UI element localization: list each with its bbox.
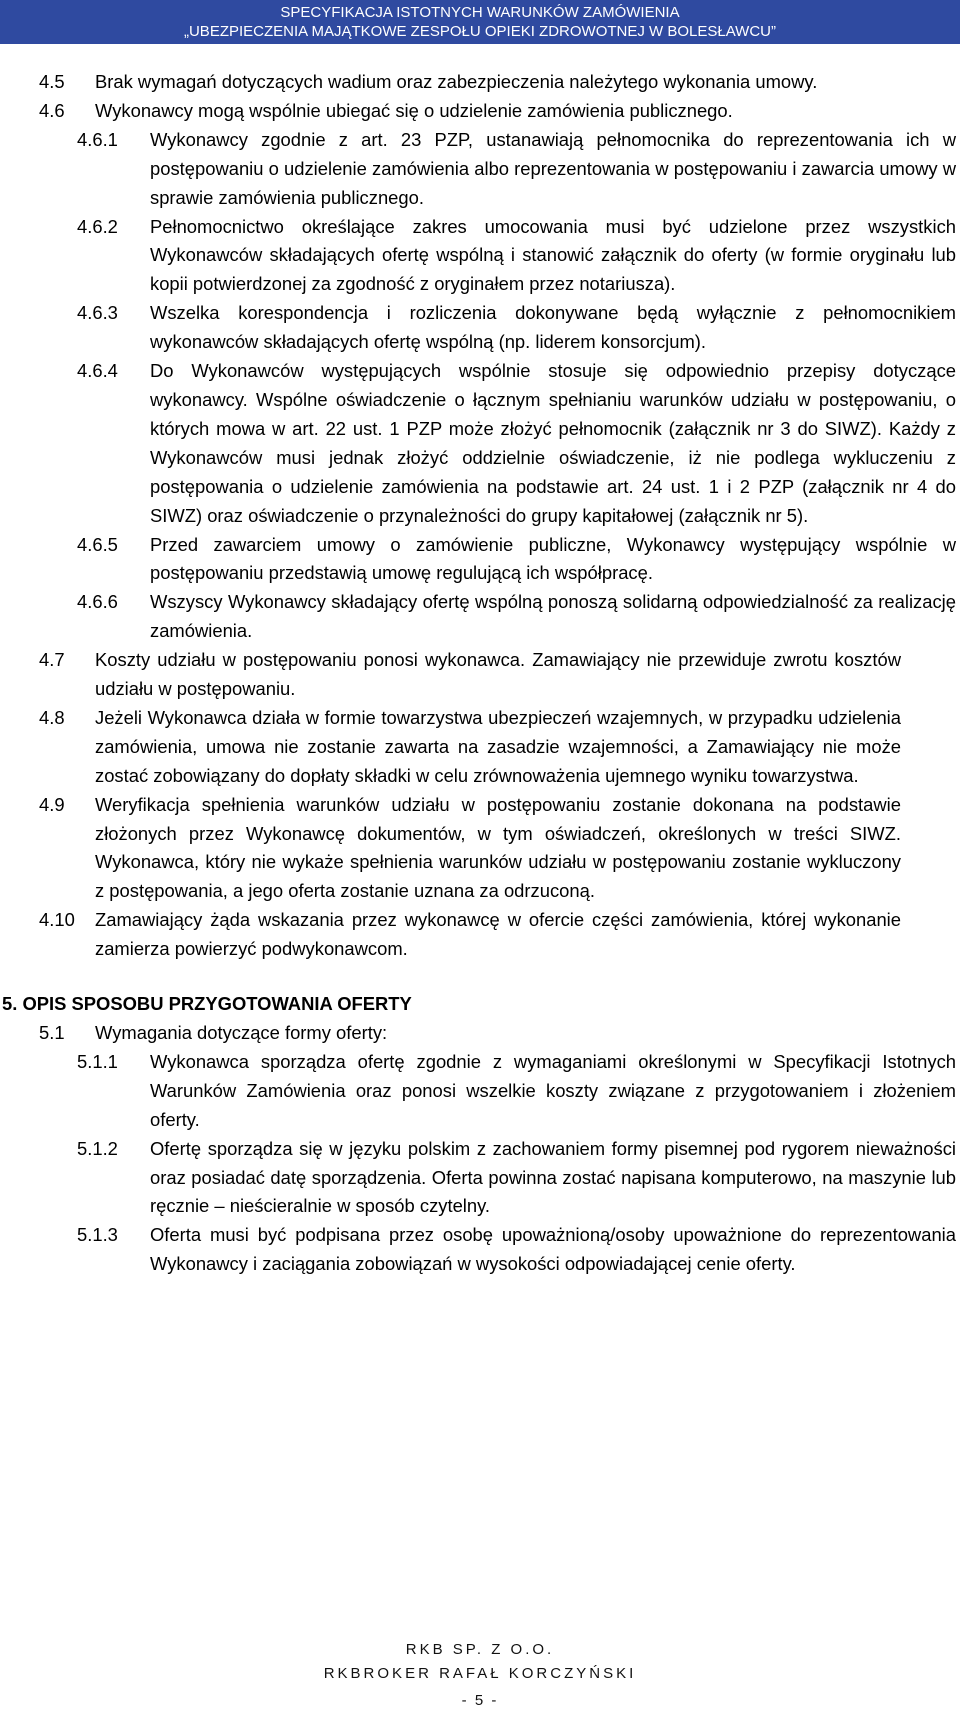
- clause-number: 4.6: [39, 99, 65, 121]
- clause-4-10: [0, 906, 960, 964]
- clause-4-8: [0, 704, 960, 791]
- clause-4-6-4: [0, 357, 960, 530]
- clause-4-6-6: [0, 588, 960, 646]
- clause-number: 4.10: [39, 909, 75, 931]
- clause-text: Wykonawca sporządza ofertę zgodnie z wymaganiami określonymi w Specyfikacji Istotnych Warunków Zamówienia oraz ponosi wszelkie koszty związane z przygotowaniem i złożeniem oferty.: [150, 1050, 956, 1130]
- clause-number: 4.9: [39, 793, 65, 815]
- clause-text: Wykonawcy zgodnie z art. 23 PZP, ustanawiają pełnomocnika do reprezentowania ich w postępowaniu o udzielenie zamówienia albo reprezentowania w postępowaniu i zawarcia umowy w sprawie zamówienia publicznego.: [150, 128, 956, 208]
- clause-number: 4.6.1: [77, 128, 118, 150]
- clause-number: 4.6.3: [77, 302, 118, 324]
- clause-text: Ofertę sporządza się w języku polskim z zachowaniem formy pisemnej pod rygorem nieważności oraz posiadać datę sporządzenia. Oferta powinna zostać napisana komputerowo, na maszynie lub ręcznie – nieścieralnie w sposób czytelny.: [150, 1137, 956, 1217]
- clause-4-6-5: [0, 531, 960, 589]
- clause-5-1: [0, 1019, 960, 1048]
- clause-number: 4.7: [39, 649, 65, 671]
- clause-4-6-1: [0, 126, 960, 213]
- clause-number: 4.6.4: [77, 360, 118, 382]
- page-number: - 5 -: [461, 1692, 499, 1709]
- clause-4-9: [0, 791, 960, 907]
- clause-5-1-1: [0, 1048, 960, 1135]
- clause-number: 4.5: [39, 71, 65, 92]
- clause-text: Wymagania dotyczące formy oferty:: [95, 1022, 388, 1043]
- clause-number: 5.1.3: [77, 1224, 118, 1246]
- clause-text: Weryfikacja spełnienia warunków udziału w postępowaniu zostanie dokonana na podstawie złożonych przez Wykonawcę dokumentów, w tym oświadczeń, określonych w treści SIWZ. Wykonawca, który nie wykaże spełnienia warunków udziału w postępowaniu zostanie wykluczony z postępowania, a jego oferta zostanie uznana za odrzuconą.: [95, 793, 901, 902]
- clause-5-1-3: [0, 1221, 960, 1279]
- header-title: SPECYFIKACJA ISTOTNYCH WARUNKÓW ZAMÓWIENIA: [280, 4, 680, 21]
- section-title: OPIS SPOSOBU PRZYGOTOWANIA OFERTY: [22, 993, 412, 1015]
- clause-text: Przed zawarciem umowy o zamówienie publiczne, Wykonawcy występujący wspólnie w postępowaniu przedstawią umowę regulującą ich współpracę.: [150, 533, 956, 584]
- clause-text: Wykonawcy mogą wspólnie ubiegać się o udzielenie zamówienia publicznego.: [95, 99, 733, 121]
- clause-4-5: [0, 68, 960, 97]
- clause-text: Brak wymagań dotyczących wadium oraz zabezpieczenia należytego wykonania umowy.: [95, 71, 818, 92]
- clause-number: 5.1.1: [77, 1050, 118, 1072]
- clause-number: 4.6.5: [77, 533, 118, 555]
- clause-text: Pełnomocnictwo określające zakres umocowania musi być udzielone przez wszystkich Wykonawców składających ofertę wspólną i stanowić załącznik do oferty (w formie oryginału lub kopii potwierdzonej za zgodność z oryginałem przez notariusza).: [150, 215, 956, 295]
- clause-text: Jeżeli Wykonawca działa w formie towarzystwa ubezpieczeń wzajemnych, w przypadku udzielenia zamówienia, umowa nie zostanie zawarta na zasadzie wzajemności, a Zamawiający nie może zostać zobowiązany do dopłaty składki w celu zrównoważenia ujemnego wyniku towarzystwa.: [95, 706, 901, 786]
- clause-4-6: [0, 97, 960, 126]
- clause-4-6-3: [0, 299, 960, 357]
- clause-5-1-2: [0, 1135, 960, 1222]
- clause-text: Do Wykonawców występujących wspólnie stosuje się odpowiednio przepisy dotyczące wykonawcy. Wspólne oświadczenie o łącznym spełnianiu warunków udziału w postępowaniu, o których mowa w art. 22 ust. 1 PZP może złożyć pełnomocnik (załącznik nr 3 do SIWZ). Każdy z Wykonawców musi jednak złożyć oddzielnie oświadczenie, iż nie podlega wykluczeniu z postępowania o udzielenie zamówienia na podstawie art. 24 ust. 1 i 2 PZP (załącznik nr 4 do SIWZ) oraz oświadczenie o przynależności do grupy kapitałowej (załącznik nr 5).: [150, 360, 956, 526]
- clause-number: 4.6.2: [77, 215, 118, 237]
- header-subtitle: „UBEZPIECZENIA MAJĄTKOWE ZESPOŁU OPIEKI ZDROWOTNEJ W BOLESŁAWCU”: [183, 23, 776, 40]
- clause-number: 5.1: [39, 1022, 65, 1043]
- clause-text: Koszty udziału w postępowaniu ponosi wykonawca. Zamawiający nie przewiduje zwrotu kosztów udziału w postępowaniu.: [95, 649, 901, 700]
- section-heading: [0, 990, 960, 1019]
- footer-broker: RKBROKER RAFAŁ KORCZYŃSKI: [323, 1665, 637, 1682]
- clause-4-7: [0, 646, 960, 704]
- document-header: [0, 0, 960, 44]
- section-number: 5.: [2, 993, 18, 1015]
- clause-text: Zamawiający żąda wskazania przez wykonawcę w ofercie części zamówienia, której wykonanie zamierza powierzyć podwykonawcom.: [95, 909, 901, 960]
- document-body: [0, 68, 960, 1279]
- clause-text: Wszelka korespondencja i rozliczenia dokonywane będą wyłącznie z pełnomocnikiem wykonawców składających ofertę wspólną (np. liderem konsorcjum).: [150, 302, 956, 353]
- clause-number: 4.8: [39, 706, 65, 728]
- clause-4-6-2: [0, 213, 960, 300]
- clause-text: Wszyscy Wykonawcy składający ofertę wspólną ponoszą solidarną odpowiedzialność za realizację zamówienia.: [150, 591, 956, 642]
- clause-number: 5.1.2: [77, 1137, 118, 1159]
- clause-number: 4.6.6: [77, 591, 118, 613]
- footer-company: RKB SP. Z O.O.: [405, 1641, 555, 1658]
- clause-text: Oferta musi być podpisana przez osobę upoważnioną/osoby upoważnione do reprezentowania Wykonawcy i zaciągania zobowiązań w wysokości odpowiadającej cenie oferty.: [150, 1224, 956, 1275]
